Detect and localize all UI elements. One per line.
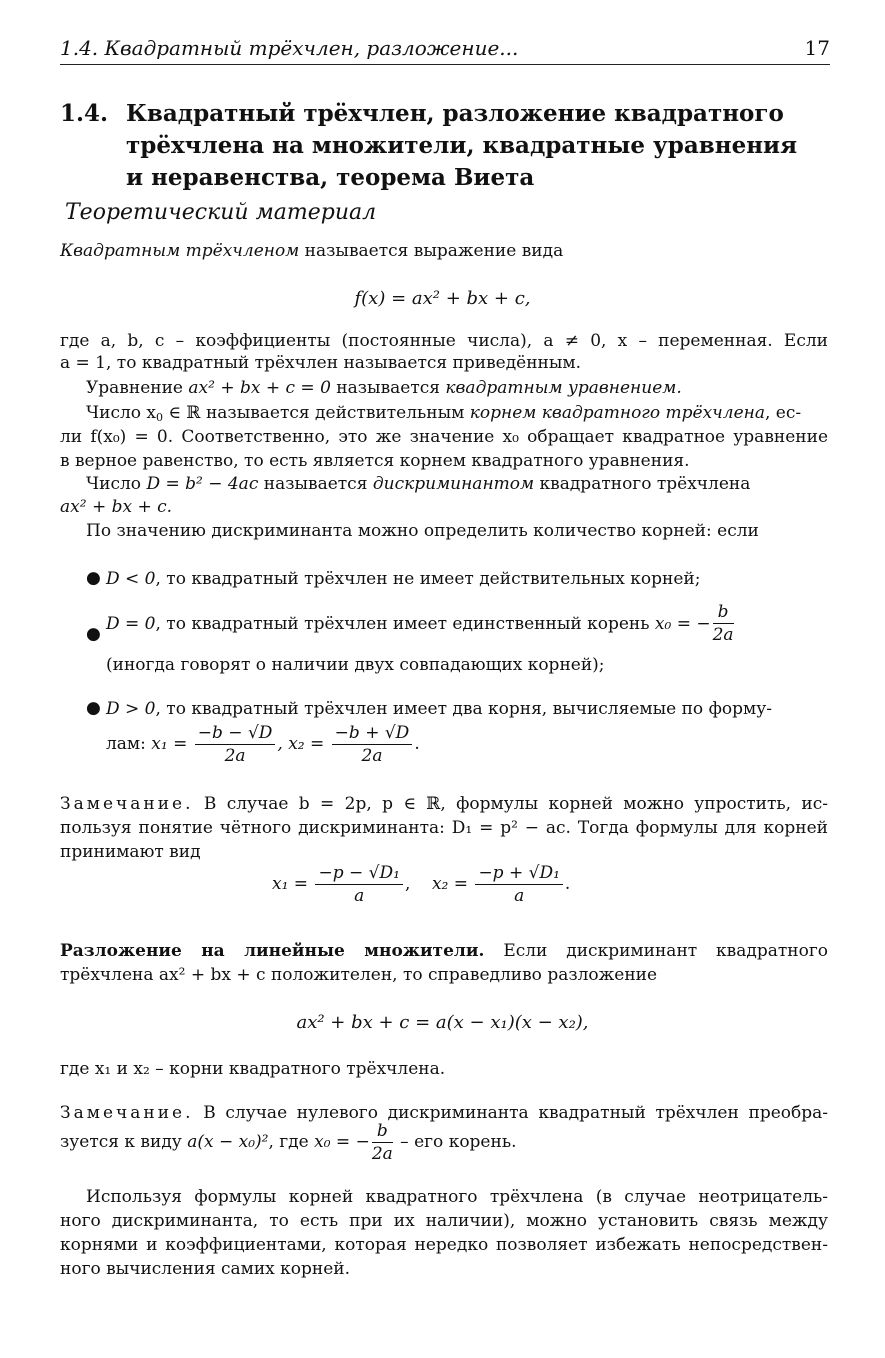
bullet-item [106,568,700,590]
reduced-root-formulas: x₁ = $\frac{\text{−p − √D₁}}{a}$ , x₂ = $\frac{\text{−p + √D₁}}{a}$ . [272,863,571,906]
numerator: −p − √D₁ [315,862,402,885]
section-number: 1.4. [60,100,109,127]
text: зуется к виду [60,1132,188,1152]
math-discriminant: D = b² − 4ac [146,474,259,494]
text: Если дискриминант квадратного [484,941,828,961]
numerator: −b + √D [332,722,413,745]
paragraph-line: корнями и коэффициентами, которая нередко позволяет избежать непосредствен- [60,1235,828,1255]
subheading: Теоретический материал [65,200,377,225]
fraction [195,722,276,767]
running-header [60,36,830,65]
term-root: корнем квадратного трёхчлена [469,403,765,423]
numerator: −p + √D₁ [475,862,562,885]
paragraph-line: ного дискриминанта, то есть при их наличии), можно установить связь между [60,1211,828,1231]
equation-line [86,377,682,399]
text: Число x [86,403,157,423]
root-line: Число $x_0$ ∈ ℝ называется действительным корнем квадратного трёхчлена, ес- [86,403,802,424]
text: В случае b = 2p, p ∈ ℝ, формулы корней можно упростить, ис- [193,794,828,814]
definition-line [60,240,563,262]
paragraph-line: (иногда говорят о наличии двух совпадающих корней); [106,655,605,675]
fraction [372,1120,393,1165]
bullet-icon: ● [86,568,101,588]
paragraph-line: ax² + bx + c. [60,497,173,517]
math-x0: x₀ = − [654,613,711,634]
paragraph-line: ного вычисления самих корней. [60,1259,351,1279]
text: Уравнение [86,378,189,398]
text: Число [86,474,147,494]
bullet-item [106,698,772,720]
text: называется [258,474,373,494]
math-condition: D = 0 [106,613,156,634]
math-equation: ax² + bx + c = 0 [188,378,331,398]
denominator: 2a [371,1144,393,1164]
text: , то квадратный трёхчлен имеет два корня, вычисляемые по форму- [155,699,772,719]
term-quadratic-trinomial: Квадратным трёхчленом [60,241,300,261]
text: , то квадратный трёхчлен имеет единственный корень [155,613,655,634]
text: квадратного трёхчлена [534,474,751,494]
text: , где [268,1132,315,1152]
math-x1: x₁ = [272,874,314,894]
term-quadratic-equation: квадратным уравнением. [445,378,682,398]
math-x0: x₀ = − [314,1132,370,1152]
term-discriminant: дискриминантом [372,474,535,494]
text: , то квадратный трёхчлен не имеет действительных корней; [155,569,701,589]
paragraph-line: пользуя понятие чётного дискриминанта: D₁ = p² − ac. Тогда формулы для корней [60,818,828,838]
math-x2: x₂ = [431,874,474,894]
numerator: −b − √D [195,722,276,745]
remark-line [60,793,828,815]
remark-formula-line [60,1120,517,1165]
formula-fx: f(x) = ax² + bx + c, [354,288,531,309]
text: называется [330,378,446,398]
text: – его корень. [394,1132,517,1152]
denominator: 2a [712,625,734,645]
running-title: 1.4. Квадратный трёхчлен, разложение... [60,36,519,60]
root-formulas: лам: x₁ = $\frac{-b - √D}{2a}$ , x₂ = $\frac{-b + √D}{2a}$ . [106,723,420,766]
factorization-line [60,940,828,962]
paragraph-line: в верное равенство, то есть является корнем квадратного уравнения. [60,451,690,471]
formula-factorization: ax² + bx + c = a(x − x₁)(x − x₂), [296,1012,589,1033]
bullet-icon: ● [86,698,101,718]
section-title-text: Квадратный трёхчлен, разложение квадратного трёхчлена на множители, квадратные уравнения и неравенства, теорема Виета [126,100,798,191]
text: ∈ ℝ называется действительным [163,403,470,423]
discriminant-line [86,473,750,495]
remark-label: Замечание. [60,1103,194,1123]
paragraph-line: принимают вид [60,842,201,862]
numerator: b [713,601,734,624]
fraction [315,862,402,907]
paragraph-line: По значению дискриминанта можно определить количество корней: если [86,521,759,541]
paragraph-line: ли f(x₀) = 0. Соответственно, это же значение x₀ обращает квадратное уравнение [60,427,828,447]
text: , ес- [764,403,802,423]
bullet-icon: ● [86,624,101,644]
denominator: 2a [361,746,383,766]
math-x2: , x₂ = [277,734,330,754]
math-condition: D > 0 [106,699,156,719]
bullet-item [106,601,736,646]
paragraph-line: Используя формулы корней квадратного трёхчлена (в случае неотрицатель- [86,1187,828,1207]
math-condition: D < 0 [106,569,156,589]
denominator: 2a [224,746,246,766]
text: В случае нулевого дискриминанта квадратный трёхчлен преобра- [193,1103,828,1123]
factorization-title: Разложение на линейные множители. [60,941,485,961]
denominator: a [514,886,525,906]
paragraph-line: где a, b, c – коэффициенты (постоянные числа), a ≠ 0, x – переменная. Если [60,331,828,351]
section-title [60,98,800,194]
fraction [475,862,562,907]
page-number: 17 [804,36,830,60]
definition-text: называется выражение вида [299,241,564,261]
paragraph-line: где x₁ и x₂ – корни квадратного трёхчлена. [60,1059,446,1079]
denominator: a [354,886,365,906]
fraction [332,722,413,767]
remark-label: Замечание. [60,794,194,814]
numerator: b [372,1120,393,1143]
math-square: a(x − x₀)² [187,1132,269,1152]
paragraph-line: трёхчлена ax² + bx + c положителен, то справедливо разложение [60,965,658,985]
fraction [713,601,734,646]
text: лам: [106,734,152,754]
math-x1: x₁ = [151,734,193,754]
paragraph-line: a = 1, то квадратный трёхчлен называется приведённым. [60,353,582,373]
